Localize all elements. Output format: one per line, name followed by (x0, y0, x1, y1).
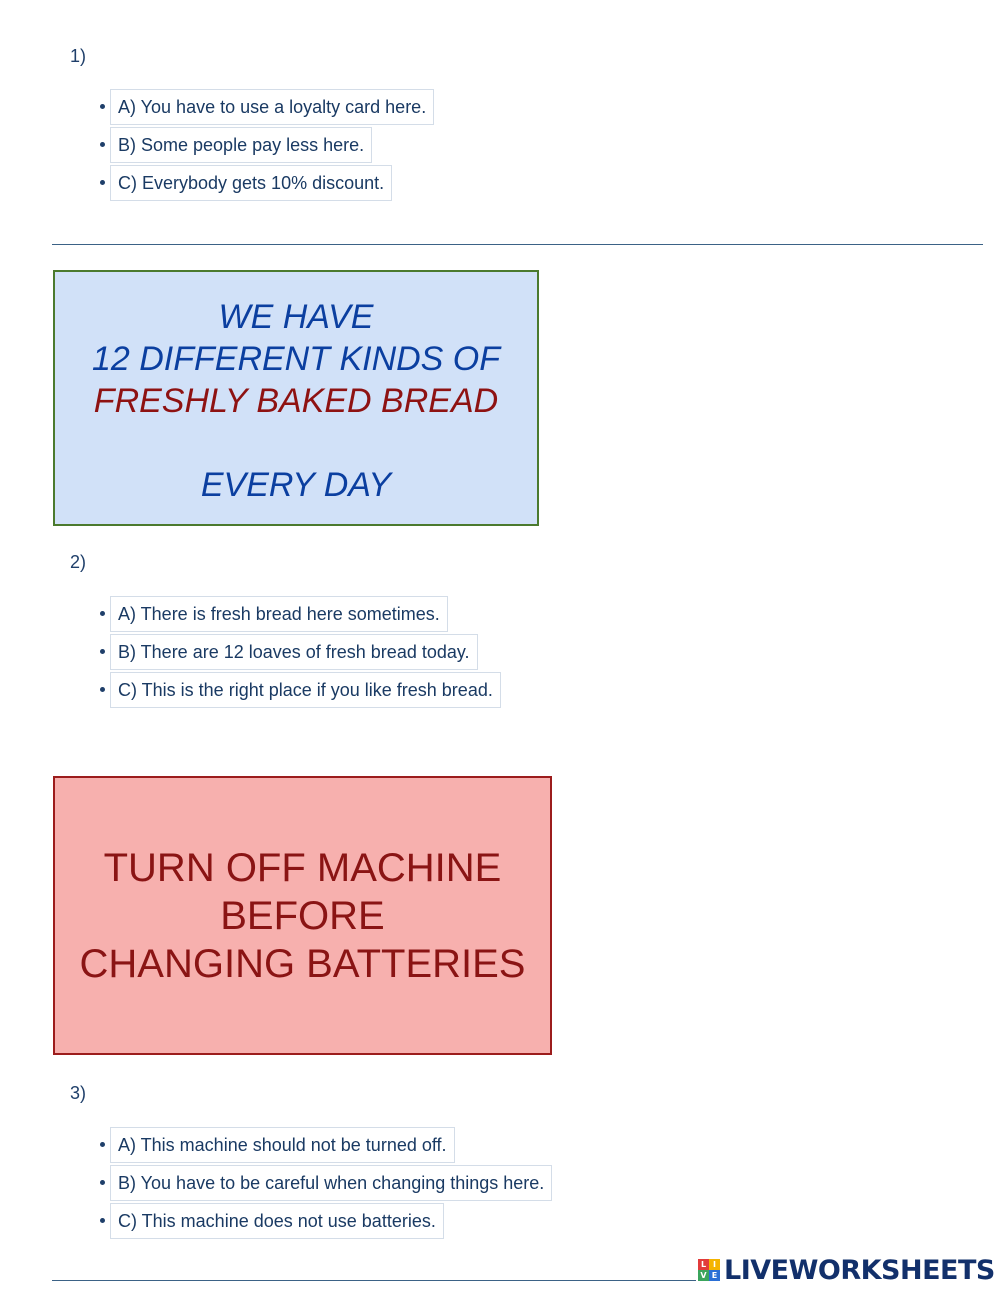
sign-line: FRESHLY BAKED BREAD (93, 382, 499, 420)
answer-option-text[interactable]: A) There is fresh bread here sometimes. (110, 596, 448, 632)
answer-option-text[interactable]: B) There are 12 loaves of fresh bread today. (110, 634, 478, 670)
sign-line: CHANGING BATTERIES (79, 942, 526, 986)
question-number: 2) (70, 552, 87, 572)
bullet-icon (100, 142, 105, 147)
answer-option-text[interactable]: B) You have to be careful when changing things here. (110, 1165, 552, 1201)
answer-option-text[interactable]: B) Some people pay less here. (110, 127, 372, 163)
bread-sign-image (53, 270, 539, 526)
liveworksheets-cube-icon: L I V E (698, 1259, 720, 1281)
sign-line: 12 DIFFERENT KINDS OF (91, 340, 501, 378)
bullet-icon (100, 611, 105, 616)
answer-option-text[interactable]: A) You have to use a loyalty card here. (110, 89, 434, 125)
bullet-icon (100, 180, 105, 185)
liveworksheets-logo (698, 1255, 995, 1285)
answer-option-text[interactable]: C) This is the right place if you like fresh bread. (110, 672, 501, 708)
question-number: 3) (70, 1083, 87, 1103)
sign-line: WE HAVE (218, 298, 374, 336)
section-divider (52, 244, 983, 245)
footer-divider (52, 1280, 696, 1281)
bullet-icon (100, 649, 105, 654)
answer-option-text[interactable]: A) This machine should not be turned off. (110, 1127, 455, 1163)
question-number: 1) (70, 46, 87, 66)
answer-option-text[interactable]: C) Everybody gets 10% discount. (110, 165, 392, 201)
bullet-icon (100, 687, 105, 692)
logo-text: LIVEWORKSHEETS (724, 1254, 995, 1286)
bullet-icon (100, 1218, 105, 1223)
bullet-icon (100, 1142, 105, 1147)
machine-sign-image (53, 776, 552, 1055)
answer-option-text[interactable]: C) This machine does not use batteries. (110, 1203, 444, 1239)
bullet-icon (100, 104, 105, 109)
sign-line: BEFORE (220, 894, 385, 938)
sign-line: EVERY DAY (200, 466, 392, 504)
bullet-icon (100, 1180, 105, 1185)
sign-line: TURN OFF MACHINE (103, 846, 502, 890)
